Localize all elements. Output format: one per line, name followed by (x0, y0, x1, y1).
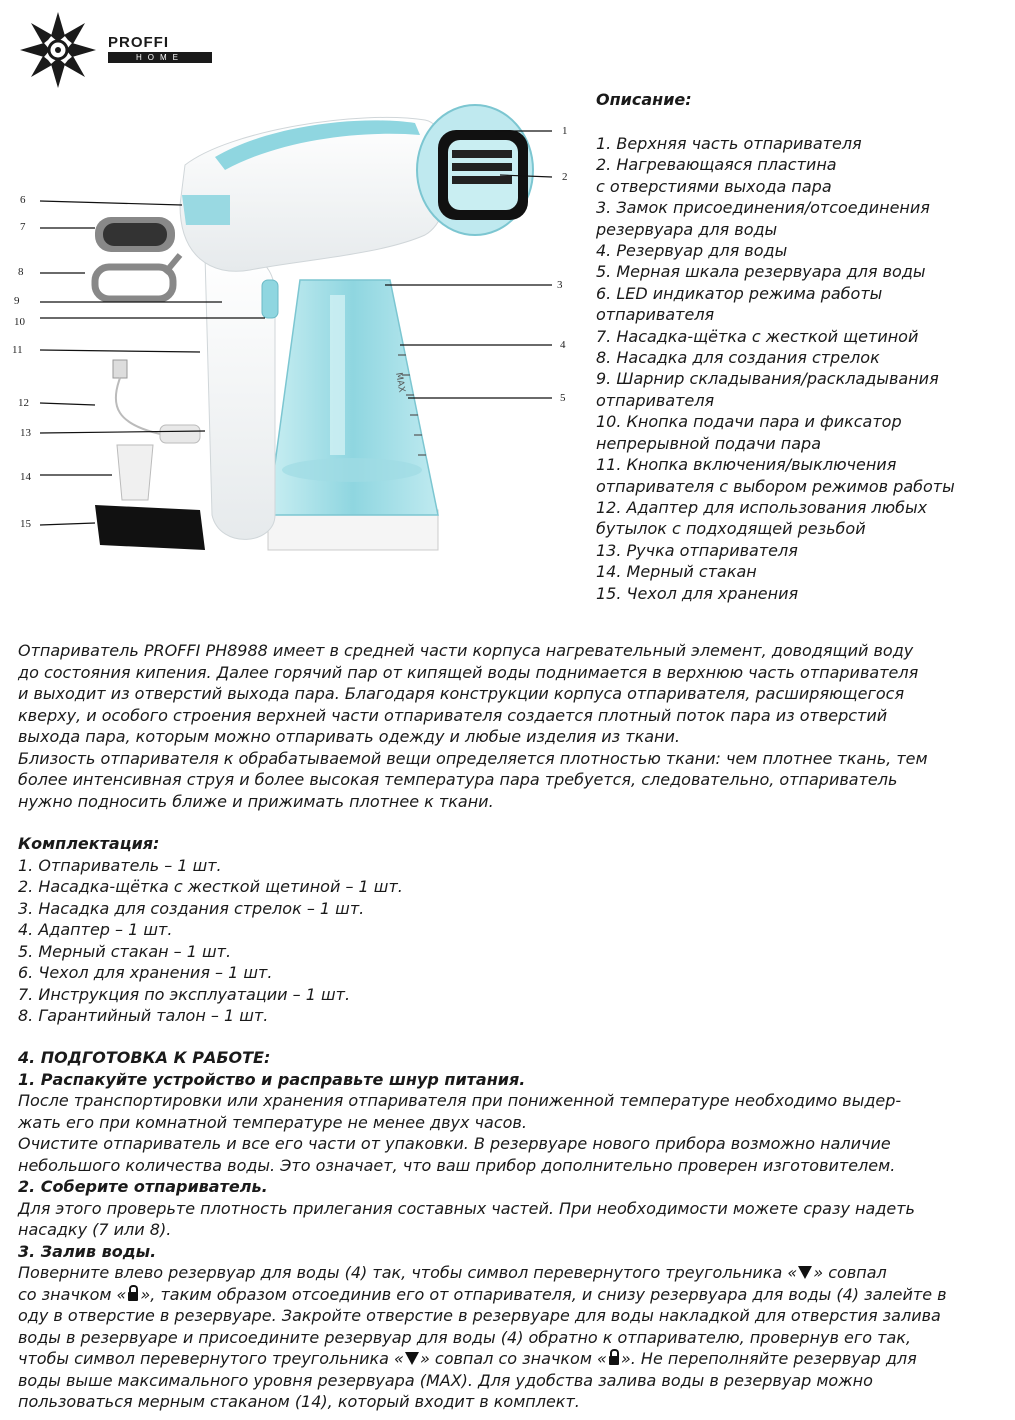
prep-text: со значком « (18, 1284, 127, 1304)
prep-title: 4. ПОДГОТОВКА К РАБОТЕ: (18, 1048, 271, 1067)
callout-14: 14 (20, 471, 31, 483)
kit-item: 7. Инструкция по эксплуатации – 1 шт. (18, 984, 351, 1004)
prep-text: чтобы символ перевернутого треугольника « (18, 1349, 404, 1368)
prep-text: », таким образом отсоединив его от отпаривателя, и снизу резервуара для воды (4) залейте в (140, 1284, 947, 1304)
description-item: 7. Насадка-щётка с жесткой щетиной (596, 326, 919, 346)
description-item: 11. Кнопка включения/выключения (596, 455, 897, 475)
prep-step1-title: 1. Распакуйте устройство и расправьте шнур питания. (18, 1069, 526, 1089)
description-item: отпаривателя с выбором режимов работы (596, 476, 955, 496)
description-item: 9. Шарнир складывания/раскладывания (596, 369, 939, 389)
callout-8: 8 (18, 266, 24, 278)
description-item: 15. Чехол для хранения (596, 583, 799, 603)
description-item: с отверстиями выхода пара (596, 176, 832, 196)
callout-9: 9 (14, 295, 20, 307)
kit-item: 1. Отпариватель – 1 шт. (18, 855, 222, 875)
unlock-icon (128, 1292, 138, 1301)
prep-text: » совпал (813, 1263, 887, 1282)
kit-item: 5. Мерный стакан – 1 шт. (18, 941, 232, 961)
callout-3: 3 (557, 279, 563, 291)
callout-11: 11 (12, 344, 23, 356)
unlock-icon (609, 1356, 619, 1365)
kit-item: 8. Гарантийный талон – 1 шт. (18, 1006, 269, 1025)
prep-line: Очистите отпариватель и все его части от упаковки. В резервуаре нового прибора возможно наличие (18, 1134, 891, 1153)
intro-line: и выходит из отверстий выхода пара. Благодаря конструкции корпуса отпаривателя, расширяющегося (18, 684, 905, 703)
callout-15: 15 (20, 518, 31, 530)
kit-item: 2. Насадка-щётка с жесткой щетиной – 1 шт. (18, 877, 403, 896)
brand-name: PROFFI (108, 34, 169, 51)
intro-line: более интенсивная струя и более высокая температура пара требуется, следовательно, отпариватель (18, 770, 898, 789)
kit-section (18, 833, 998, 1027)
prep-text: ». Не переполняйте резервуар для (620, 1349, 917, 1368)
kit-list (18, 855, 998, 1027)
intro-line: Отпариватель PROFFI PH8988 имеет в средней части корпуса нагревательный элемент, доводящий воду (18, 641, 914, 660)
description-item: резервуара для воды (596, 219, 778, 239)
description-item: 2. Нагревающаяся пластина (596, 155, 837, 175)
tank-max-label: MAX (393, 371, 407, 394)
description-list (596, 133, 1006, 604)
steamer-head (180, 117, 449, 271)
triangle-down-icon (798, 1266, 812, 1279)
prep-line (18, 1348, 998, 1370)
callout-13: 13 (20, 427, 31, 439)
callout-6: 6 (20, 194, 26, 206)
description-item: 3. Замок присоединения/отсоединения (596, 198, 930, 218)
intro-line: нужно подносить ближе и прижимать плотнее к ткани. (18, 791, 494, 811)
description-item: 14. Мерный стакан (596, 562, 757, 582)
callout-5: 5 (560, 392, 566, 404)
prep-step2-title: 2. Соберите отпариватель. (18, 1177, 268, 1196)
steamer-illustration (0, 95, 590, 570)
description-item: 1. Верхняя часть отпаривателя (596, 134, 862, 153)
description-item: 8. Насадка для создания стрелок (596, 348, 880, 368)
description-item: отпаривателя (596, 305, 715, 325)
callout-12: 12 (18, 397, 29, 409)
prep-line: После транспортировки или хранения отпаривателя при пониженной температуре необходимо выдер- (18, 1091, 902, 1110)
intro-line: выхода пара, которым можно отпаривать одежду и любые изделия из ткани. (18, 727, 680, 746)
callout-7: 7 (20, 221, 26, 233)
prep-line: небольшого количества воды. Это означает, что ваш прибор дополнительно проверен изготовителем. (18, 1155, 896, 1175)
intro-line: кверху, и особого строения верхней части отпаривателя создается плотный поток пара из отверстий (18, 705, 888, 725)
kit-item: 6. Чехол для хранения – 1 шт. (18, 963, 273, 982)
description-item: 13. Ручка отпаривателя (596, 540, 798, 560)
description-item: 6. LED индикатор режима работы (596, 283, 883, 303)
kit-title: Комплектация: (18, 834, 160, 853)
intro-line: Близость отпаривателя к обрабатываемой вещи определяется плотностью ткани: чем плотнее ткань, тем (18, 748, 928, 768)
kit-item: 3. Насадка для создания стрелок – 1 шт. (18, 898, 365, 918)
callout-2: 2 (562, 171, 568, 183)
intro-line: до состояния кипения. Далее горячий пар от кипящей воды поднимается в верхнюю часть отпаривателя (18, 662, 919, 682)
prep-line: воды выше максимального уровня резервуара (MAX). Для удобства залива воды в резервуар можно (18, 1370, 873, 1390)
prep-text: » совпал со значком « (419, 1349, 607, 1368)
callout-1: 1 (562, 125, 568, 137)
description-item: отпаривателя (596, 390, 715, 410)
prep-line: насадку (7 или 8). (18, 1220, 172, 1239)
prep-line: воды в резервуаре и присоедините резервуар для воды (4) обратно к отпаривателю, провернув его так, (18, 1327, 912, 1347)
description-item: непрерывной подачи пара (596, 433, 821, 453)
callout-4: 4 (560, 339, 566, 351)
description-item: 4. Резервуар для воды (596, 241, 788, 261)
description-item: 12. Адаптер для использования любых (596, 497, 928, 517)
prep-line: Для этого проверьте плотность прилегания составных частей. При необходимости можете сразу надеть (18, 1198, 915, 1218)
description-item: 5. Мерная шкала резервуара для воды (596, 262, 926, 282)
kit-item: 4. Адаптер – 1 шт. (18, 920, 173, 939)
prep-step3-title: 3. Залив воды. (18, 1241, 157, 1261)
prep-line: жать его при комнатной температуре не менее двух часов. (18, 1112, 527, 1132)
callout-10: 10 (14, 316, 25, 328)
brand-sub: HOME (108, 52, 212, 63)
prep-text: Поверните влево резервуар для воды (4) так, чтобы символ перевернутого треугольника « (18, 1263, 798, 1282)
intro-paragraph (18, 640, 998, 812)
prep-section (18, 1047, 998, 1413)
description-item: бутылок с подходящей резьбой (596, 519, 866, 539)
prep-line (18, 1262, 998, 1284)
steam-button (262, 280, 278, 318)
prep-line: оду в отверстие в резервуаре. Закройте отверстие в резервуаре для воды накладкой для отверстия залива (18, 1306, 941, 1325)
triangle-down-icon (405, 1352, 419, 1365)
prep-line (18, 1284, 998, 1306)
description-title: Описание: (596, 90, 692, 109)
prep-line: пользоваться мерным стаканом (14), который входит в комплект. (18, 1392, 580, 1411)
description-item: 10. Кнопка подачи пара и фиксатор (596, 412, 902, 432)
